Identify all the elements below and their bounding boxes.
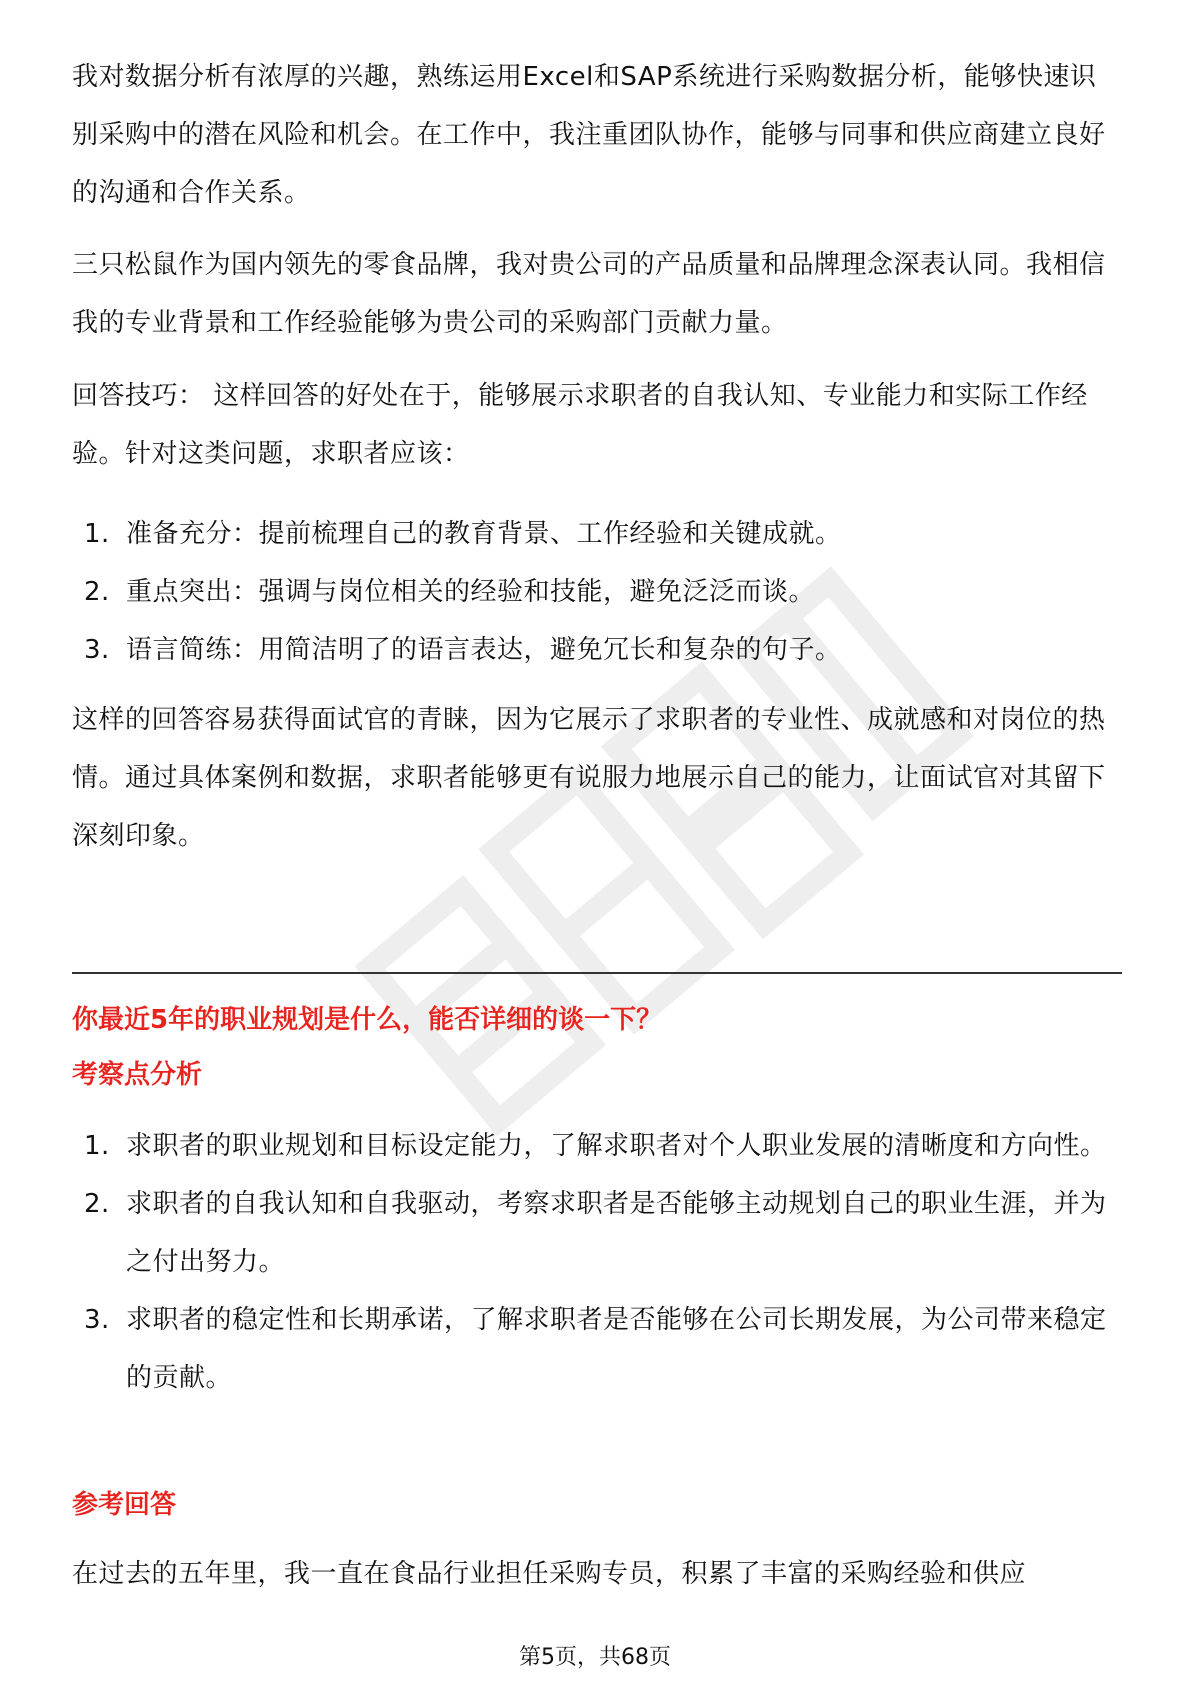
- list-item-text: 准备充分：提前梳理自己的教育背景、工作经验和关键成就。: [126, 519, 842, 549]
- list-item-text: 求职者的稳定性和长期承诺，了解求职者是否能够在公司长期发展，为公司带来稳定的贡献。: [126, 1305, 1107, 1393]
- analysis-list: [72, 1117, 1122, 1407]
- tips-list: [72, 505, 1122, 679]
- list-item: [72, 505, 1122, 563]
- list-item: [72, 1175, 1122, 1291]
- reference-answer-heading: 参考回答: [72, 1490, 177, 1520]
- paragraph-answer-tips: 回答技巧： 这样回答的好处在于，能够展示求职者的自我认知、专业能力和实际工作经验。针对这类问题，求职者应该：: [72, 381, 1088, 469]
- page-footer: 第5页，共68页: [519, 1645, 671, 1670]
- list-number: 3.: [84, 635, 110, 665]
- paragraph-reference-answer: 在过去的五年里，我一直在食品行业担任采购专员，积累了丰富的采购经验和供应: [72, 1559, 1027, 1589]
- list-item-text: 语言简练：用简洁明了的语言表达，避免冗长和复杂的句子。: [126, 635, 842, 665]
- list-item: [72, 621, 1122, 679]
- paragraph-conclusion: 这样的回答容易获得面试官的青睐，因为它展示了求职者的专业性、成就感和对岗位的热情。通过具体案例和数据，求职者能够更有说服力地展示自己的能力，让面试官对其留下深刻印象。: [72, 705, 1106, 851]
- list-item-text: 求职者的自我认知和自我驱动，考察求职者是否能够主动规划自己的职业生涯，并为之付出努力。: [126, 1189, 1107, 1277]
- list-number: 1.: [84, 1131, 110, 1161]
- question-heading: 你最近5年的职业规划是什么，能否详细的谈一下？: [72, 1005, 663, 1035]
- analysis-heading: 考察点分析: [72, 1060, 203, 1090]
- section-divider: [72, 972, 1122, 974]
- list-item: [72, 1117, 1122, 1175]
- list-item: [72, 1291, 1122, 1407]
- list-number: 3.: [84, 1305, 110, 1335]
- list-item: [72, 563, 1122, 621]
- list-number: 1.: [84, 519, 110, 549]
- list-item-text: 求职者的职业规划和目标设定能力，了解求职者对个人职业发展的清晰度和方向性。: [126, 1131, 1107, 1161]
- list-item-text: 重点突出：强调与岗位相关的经验和技能，避免泛泛而谈。: [126, 577, 816, 607]
- paragraph-data-analysis: 我对数据分析有浓厚的兴趣，熟练运用Excel和SAP系统进行采购数据分析，能够快速识别采购中的潜在风险和机会。在工作中，我注重团队协作，能够与同事和供应商建立良好的沟通和合作关系。: [72, 62, 1106, 208]
- list-number: 2.: [84, 1189, 110, 1219]
- list-number: 2.: [84, 577, 110, 607]
- paragraph-brand-identity: 三只松鼠作为国内领先的零食品牌，我对贵公司的产品质量和品牌理念深表认同。我相信我的专业背景和工作经验能够为贵公司的采购部门贡献力量。: [72, 250, 1106, 338]
